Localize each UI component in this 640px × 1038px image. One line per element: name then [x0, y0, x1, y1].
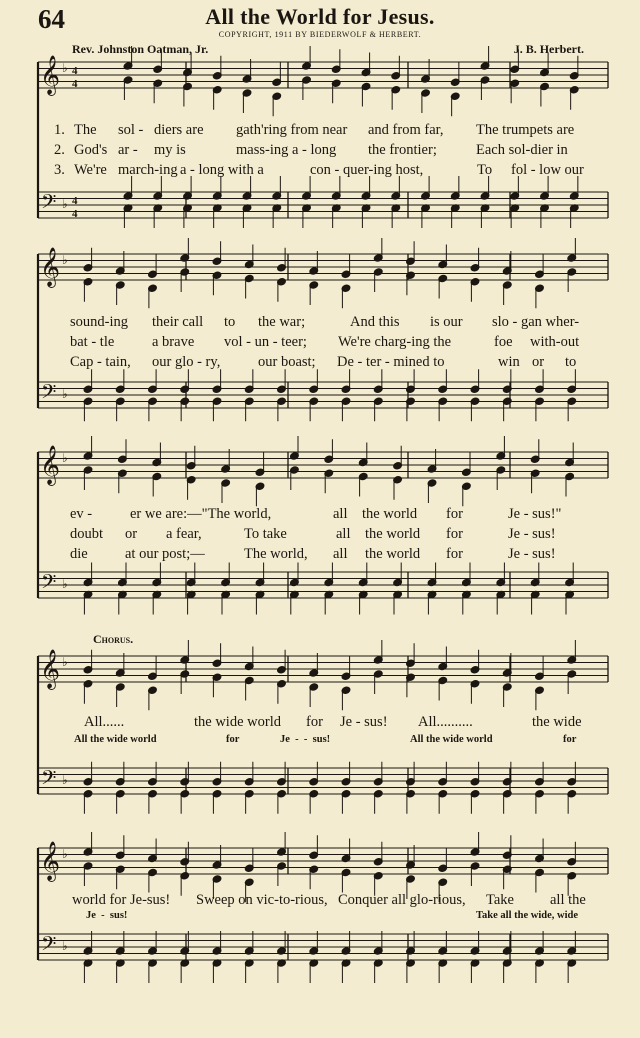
- flat-icon: ♭: [62, 61, 68, 75]
- lyric-syllables: at our post;—: [125, 546, 205, 562]
- flat-icon: ♭: [62, 253, 68, 267]
- lyric-syllables: ar -: [118, 142, 138, 158]
- flat-icon: ♭: [62, 655, 68, 669]
- lyric-line: [0, 122, 640, 142]
- lyric-syllables: Je - - sus!: [280, 734, 331, 745]
- lyric-syllables: fol - low our: [511, 162, 584, 178]
- lyric-syllables: all: [333, 506, 348, 522]
- lyric-syllables: Sweep on vic-to-rious,: [196, 892, 328, 908]
- lyric-syllables: Je - sus!: [340, 714, 388, 730]
- lyric-syllables: all the: [550, 892, 586, 908]
- lyric-syllables: the wide world: [194, 714, 281, 730]
- lyric-syllables: the frontier;: [368, 142, 437, 158]
- lyric-syllables: all: [333, 546, 348, 562]
- lyric-syllables: for: [226, 734, 240, 745]
- lyric-syllables: Je - sus!: [508, 526, 556, 542]
- lyric-syllables: All..........: [418, 714, 473, 730]
- lyric-syllables: for: [446, 526, 463, 542]
- lyric-syllables: Je - sus!: [508, 546, 556, 562]
- lyric-syllables: a brave: [152, 334, 195, 350]
- treble-clef-icon: 𝄞: [40, 649, 61, 689]
- lyric-syllables: a - long with a: [180, 162, 264, 178]
- lyric-syllables: sound-ing: [70, 314, 128, 330]
- lyric-line: [0, 734, 640, 754]
- time-signature: 4: [72, 195, 78, 207]
- lyric-line: [0, 892, 640, 912]
- lyric-syllables: mass-ing a - long: [236, 142, 337, 158]
- treble-clef-icon: 𝄞: [40, 445, 61, 485]
- lyric-syllables: doubt: [70, 526, 104, 542]
- lyric-syllables: con - quer-ing host,: [310, 162, 424, 178]
- lyric-line: [0, 162, 640, 182]
- lyric-line: [0, 714, 640, 734]
- lyric-syllables: Conquer all glo-rious,: [338, 892, 466, 908]
- bass-clef-icon: 𝄢: [41, 932, 57, 960]
- treble-clef-icon: 𝄞: [40, 55, 61, 95]
- lyric-syllables: die: [70, 546, 88, 562]
- copyright-notice: COPYRIGHT, 1911 BY BIEDERWOLF & HERBERT.: [218, 30, 422, 39]
- lyric-syllables: for: [446, 546, 463, 562]
- lyric-syllables: Je - sus!": [508, 506, 562, 522]
- lyric-syllables: and from far,: [368, 122, 444, 138]
- time-signature: 4: [72, 65, 78, 77]
- lyric-syllables: or: [532, 354, 545, 370]
- lyric-syllables: ev -: [70, 506, 93, 522]
- chorus-label: Chorus.: [93, 632, 134, 646]
- bass-clef-icon: 𝄢: [41, 570, 57, 598]
- lyric-line: [0, 506, 640, 526]
- lyric-syllables: for: [446, 506, 463, 522]
- lyric-syllables: vol - un - teer;: [224, 334, 307, 350]
- bass-clef-icon: 𝄢: [41, 766, 57, 794]
- lyric-syllables: All......: [84, 714, 125, 730]
- lyric-syllables: De - ter - mined to: [337, 354, 445, 370]
- flat-icon: ♭: [62, 773, 68, 787]
- lyric-line: [0, 910, 640, 930]
- flat-icon: ♭: [62, 451, 68, 465]
- lyric-syllables: to: [224, 314, 236, 330]
- treble-clef-icon: 𝄞: [40, 247, 61, 287]
- lyric-syllables: or: [125, 526, 138, 542]
- lyric-syllables: Je - sus!: [86, 910, 128, 921]
- lyric-syllables: Cap - tain,: [70, 354, 131, 370]
- lyric-syllables: The world,: [244, 546, 308, 562]
- lyric-syllables: Take: [486, 892, 514, 908]
- lyric-syllables: The: [74, 122, 97, 138]
- flat-icon: ♭: [62, 577, 68, 591]
- lyric-syllables: All the wide world: [74, 734, 157, 745]
- lyric-syllables: To: [477, 162, 493, 178]
- lyric-syllables: the world: [365, 526, 421, 542]
- lyric-syllables: er we are:—"The world,: [130, 506, 272, 522]
- time-signature: 4: [72, 78, 78, 90]
- lyric-syllables: their call: [152, 314, 204, 330]
- hymn-title: All the World for Jesus.: [205, 4, 435, 29]
- lyric-syllables: 1.: [54, 122, 65, 138]
- treble-clef-icon: 𝄞: [40, 841, 61, 881]
- lyric-syllables: sol -: [118, 122, 144, 138]
- lyric-syllables: God's: [74, 142, 108, 158]
- time-signature: 4: [72, 208, 78, 220]
- bass-clef-icon: 𝄢: [41, 190, 57, 218]
- flat-icon: ♭: [62, 197, 68, 211]
- lyric-syllables: To take: [244, 526, 287, 542]
- lyric-syllables: world for Je-sus!: [72, 892, 171, 908]
- lyric-syllables: with-out: [530, 334, 580, 350]
- lyric-syllables: to: [565, 354, 577, 370]
- lyricist-credit: Rev. Johnston Oatman, Jr.: [72, 42, 209, 56]
- lyric-syllables: And this: [350, 314, 400, 330]
- lyric-syllables: gath'ring from near: [236, 122, 348, 138]
- lyric-syllables: bat - tle: [70, 334, 115, 350]
- lyric-syllables: diers are: [154, 122, 204, 138]
- lyric-syllables: 2.: [54, 142, 65, 158]
- lyric-syllables: is our: [430, 314, 463, 330]
- lyric-syllables: the war;: [258, 314, 306, 330]
- lyric-syllables: a fear,: [166, 526, 202, 542]
- lyric-syllables: All the wide world: [410, 734, 493, 745]
- lyric-syllables: We're: [74, 162, 107, 178]
- lyric-line: [0, 526, 640, 546]
- flat-icon: ♭: [62, 847, 68, 861]
- lyric-syllables: the world: [362, 506, 418, 522]
- lyric-syllables: the world: [365, 546, 421, 562]
- lyric-syllables: foe: [494, 334, 513, 350]
- lyric-syllables: Each sol-dier in: [476, 142, 568, 158]
- lyric-syllables: all: [336, 526, 351, 542]
- lyric-syllables: slo - gan wher-: [492, 314, 580, 330]
- lyric-syllables: our boast;: [258, 354, 316, 370]
- lyric-syllables: The trumpets are: [476, 122, 575, 138]
- lyric-syllables: march-ing: [118, 162, 178, 178]
- lyric-syllables: Take all the wide, wide: [476, 910, 578, 921]
- lyric-syllables: for: [306, 714, 323, 730]
- lyric-syllables: our glo - ry,: [152, 354, 221, 370]
- lyric-syllables: for: [563, 734, 577, 745]
- hymn-number: 64: [38, 4, 65, 34]
- lyric-syllables: win: [498, 354, 520, 370]
- lyric-line: [0, 314, 640, 334]
- lyric-syllables: the wide: [532, 714, 582, 730]
- lyric-line: [0, 354, 640, 374]
- lyric-line: [0, 142, 640, 162]
- lyric-line: [0, 546, 640, 566]
- flat-icon: ♭: [62, 387, 68, 401]
- lyric-line: [0, 334, 640, 354]
- lyric-syllables: We're charg-ing the: [338, 334, 452, 350]
- lyric-syllables: 3.: [54, 162, 65, 178]
- composer-credit: J. B. Herbert.: [513, 42, 584, 56]
- lyric-syllables: my is: [154, 142, 186, 158]
- flat-icon: ♭: [62, 939, 68, 953]
- bass-clef-icon: 𝄢: [41, 380, 57, 408]
